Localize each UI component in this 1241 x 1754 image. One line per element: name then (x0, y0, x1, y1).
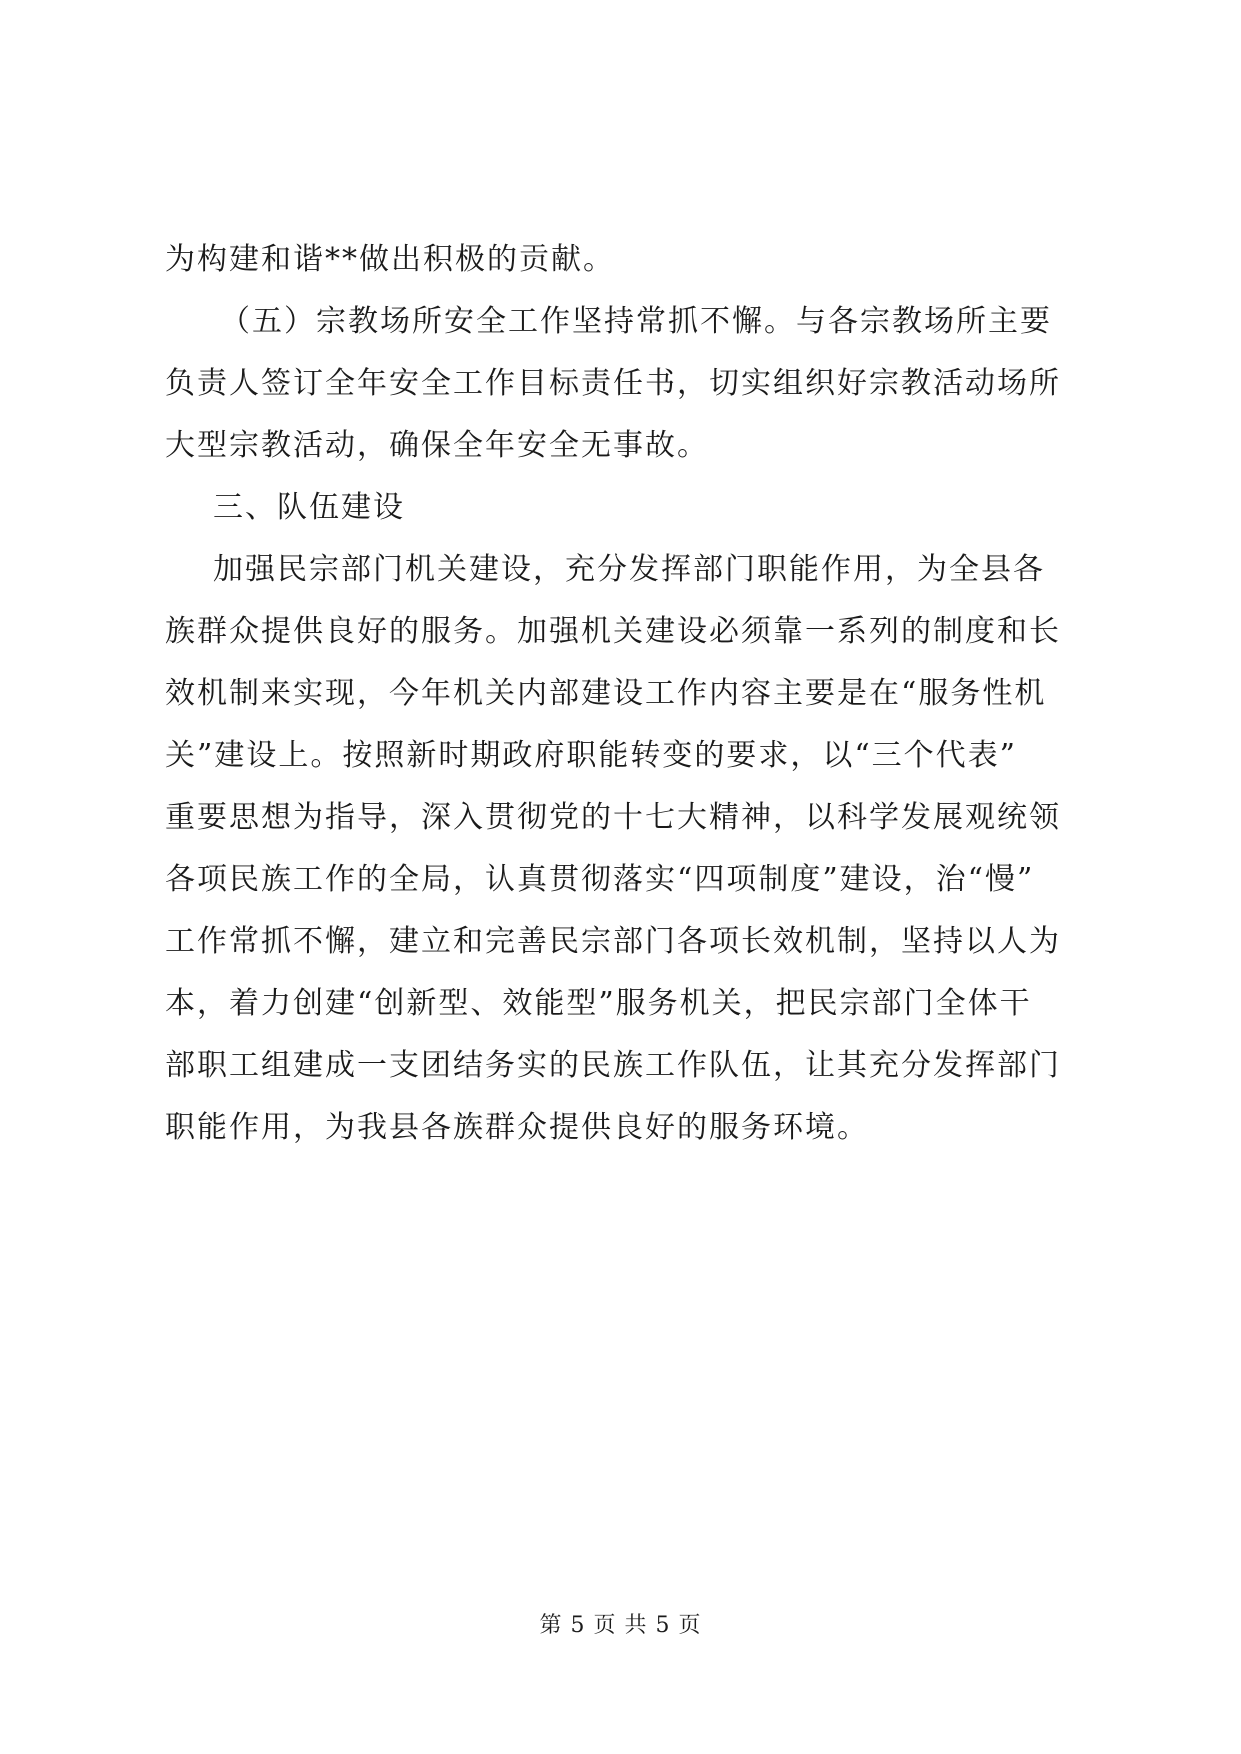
text-line: 关”建设上。按照新时期政府职能转变的要求，以“三个代表” (165, 738, 1018, 773)
body-text (165, 229, 1075, 1159)
text-line: 各项民族工作的全局，认真贯彻落实“四项制度”建设，治“慢” (165, 862, 1035, 897)
text-line: 职能作用，为我县各族群众提供良好的服务环境。 (165, 1110, 869, 1145)
text-line: 为构建和谐**做出积极的贡献。 (165, 242, 615, 277)
text-line: 本，着力创建“创新型、效能型”服务机关，把民宗部门全体干 (165, 986, 1032, 1021)
text-line: 工作常抓不懈，建立和完善民宗部门各项长效机制，坚持以人为 (165, 924, 1061, 959)
text-line: 效机制来实现，今年机关内部建设工作内容主要是在“服务性机 (165, 676, 1047, 711)
text-line: 大型宗教活动，确保全年安全无事故。 (165, 428, 709, 463)
text-line: 族群众提供良好的服务。加强机关建设必须靠一系列的制度和长 (165, 614, 1061, 649)
page-number-footer: 第 5 页 共 5 页 (539, 1613, 702, 1638)
text-line: 加强民宗部门机关建设，充分发挥部门职能作用，为全县各 (213, 552, 1045, 587)
text-line: 重要思想为指导，深入贯彻党的十七大精神，以科学发展观统领 (165, 800, 1061, 835)
section-heading: 三、队伍建设 (213, 490, 405, 525)
text-line: 部职工组建成一支团结务实的民族工作队伍，让其充分发挥部门 (165, 1048, 1061, 1083)
text-line: （五）宗教场所安全工作坚持常抓不懈。与各宗教场所主要 (220, 304, 1052, 339)
text-line: 负责人签订全年安全工作目标责任书，切实组织好宗教活动场所 (165, 366, 1061, 401)
